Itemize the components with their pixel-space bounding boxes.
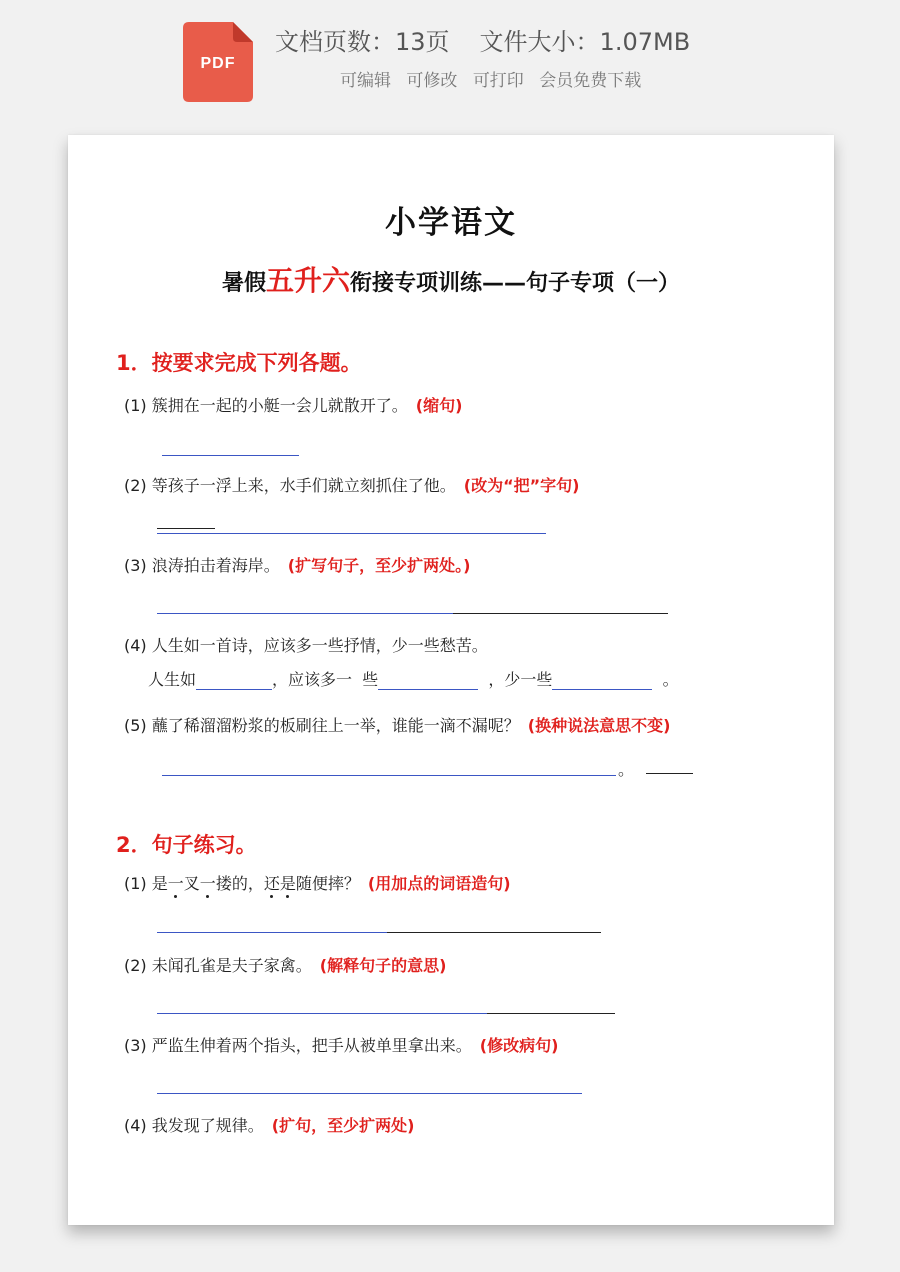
s2-q2-hint: (解释句子的意思) (319, 956, 447, 975)
s1-q4-fill-row (148, 667, 679, 690)
s2-q1 (124, 871, 511, 894)
s1-q4: (4) 人生如一首诗，应该多一些抒情，少一些愁苦。 (124, 636, 488, 655)
fill-blank-2[interactable] (378, 671, 478, 690)
s1-q2-hint: (改为“把”字句) (463, 476, 580, 495)
pdf-badge-label: PDF (200, 55, 236, 72)
s1-q5-hint: (换种说法意思不变) (527, 716, 671, 735)
section1-heading: 1．按要求完成下列各题。 (116, 351, 362, 375)
fill-text-c: 些 (362, 670, 379, 689)
s1-q2 (124, 473, 579, 496)
fill-text-end: 。 (662, 670, 679, 689)
subtitle-highlight: 五升六 (265, 264, 350, 297)
fill-blank-3[interactable] (552, 671, 652, 690)
s1-q5-text: (5) 蘸了稀溜溜粉浆的板刷往上一举，谁能一滴不漏呢？ (124, 716, 520, 735)
s2-q3-hint: (修改病句) (479, 1036, 559, 1055)
s1-q1-text: (1) 簇拥在一起的小艇一会儿就散开了。 (124, 396, 408, 415)
s1-q5-answer-line-b (646, 773, 693, 774)
feature-modifiable: 可修改 (406, 71, 458, 91)
s1-q2-answer-line-a (157, 528, 215, 529)
doc-subtitle (68, 259, 834, 299)
s2-q1-hint: (用加点的词语造句) (367, 874, 511, 893)
s1-q3 (124, 553, 470, 576)
s2-q1-answer-line[interactable] (157, 932, 387, 933)
s2-q1-dotted-3: 还 (263, 874, 280, 893)
s1-q1-answer-line[interactable] (162, 455, 299, 456)
fill-text-d: ，少一些 (488, 670, 553, 689)
s1-q2-answer-line[interactable] (157, 533, 546, 534)
s2-q1-answer-line-b (387, 932, 601, 933)
doc-title: 小学语文 (385, 205, 517, 241)
s2-q3 (124, 1033, 558, 1056)
s1-q5-answer-line[interactable] (162, 775, 616, 776)
s1-q2-text: (2) 等孩子一浮上来，水手们就立刻抓住了他。 (124, 476, 456, 495)
subtitle-prefix: 暑假 (221, 271, 266, 296)
s1-q3-answer-line[interactable] (157, 613, 453, 614)
file-meta (275, 22, 690, 57)
s2-q4 (124, 1113, 414, 1136)
feature-printable: 可打印 (472, 71, 524, 91)
s2-q1-mid1: 叉 (183, 874, 200, 893)
s2-q4-text: (4) 我发现了规律。 (124, 1116, 264, 1135)
s1-q5-period: 。 (618, 760, 635, 779)
s2-q1-dotted-2: 一 (199, 874, 216, 893)
s2-q3-answer-line[interactable] (157, 1093, 582, 1094)
s1-q5 (124, 713, 670, 736)
s2-q1-pre: (1) 是 (124, 874, 168, 893)
s1-q1 (124, 393, 462, 416)
feature-editable: 可编辑 (340, 71, 391, 91)
s2-q1-mid2: 搂的， (215, 874, 264, 893)
s2-q4-hint: (扩句，至少扩两处) (271, 1116, 415, 1135)
feature-member-download: 会员免费下载 (539, 71, 642, 91)
s2-q1-post: 随便摔？ (295, 874, 360, 893)
section2-heading: 2．句子练习。 (116, 833, 257, 857)
subtitle-suffix: 衔接专项训练——句子专项（一） (350, 271, 681, 296)
fill-text-b: ，应该多一 (272, 670, 353, 689)
s1-q3-answer-line-b (453, 613, 668, 614)
s2-q2-answer-line[interactable] (157, 1013, 487, 1014)
s1-q1-hint: (缩句) (415, 396, 463, 415)
s2-q2 (124, 953, 446, 976)
s2-q3-text: (3) 严监生伸着两个指头，把手从被单里拿出来。 (124, 1036, 472, 1055)
s2-q2-answer-line-b (487, 1013, 615, 1014)
pdf-file-icon (183, 22, 253, 102)
s1-q3-text: (3) 浪涛拍击着海岸。 (124, 556, 280, 575)
fill-blank-1[interactable] (196, 671, 272, 690)
file-size: 文件大小：1.07MB (479, 28, 691, 56)
feature-list (340, 66, 651, 91)
fill-text-a: 人生如 (148, 670, 197, 689)
s1-q3-hint: (扩写句子，至少扩两处。) (287, 556, 471, 575)
s2-q1-dotted-4: 是 (279, 874, 296, 893)
s2-q1-dotted-1: 一 (167, 874, 184, 893)
s2-q2-text: (2) 未闻孔雀是夫子家禽。 (124, 956, 312, 975)
page-count: 文档页数：13页 (275, 28, 450, 56)
document-page (68, 135, 834, 1225)
